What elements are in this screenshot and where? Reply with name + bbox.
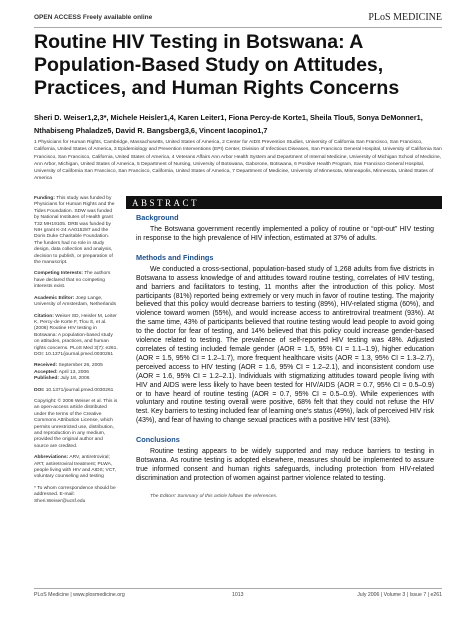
journal-name: PLoS MEDICINE	[368, 12, 442, 23]
header-divider	[34, 27, 442, 28]
methods-heading: Methods and Findings	[136, 252, 214, 262]
abbrev-label: Abbreviations:	[34, 455, 69, 461]
competing-text: The authors have declared that no competing interests exist.	[34, 271, 111, 290]
footer-journal: PLoS Medicine | www.plosmedicine.org	[34, 592, 125, 598]
background-text: The Botswana government recently implemented a policy of routine or “opt-out” HIV testing in response to the high prevalence of HIV infection, estimated at 37% of adults.	[136, 226, 434, 242]
citation-text: Weiser SD, Heisler M, Leiter K, Percy-de Korte F, Tlou S, et al. (2006) Routine HIV testing in Botswana: A population-based study on attitudes, practices, and human rights concerns. PLoS Med 3(7): e261. DOI: 10.1371/journal.pmed.0030261	[34, 313, 118, 357]
accepted-date: April 13, 2006	[58, 369, 89, 375]
funding-text: This study was funded by Physicians for Human Rights and the Tides Foundation. SDW was funded by National Institutes of Health grant T32 MH19105. DRB was funded by NIH grant K-24 AA015287 and the Doris Duke Charitable Foundation. The funders had no role in study design, data collection and analysis, decision to publish, or preparation of the manuscript.	[34, 196, 115, 266]
open-access-text: OPEN ACCESS Freely available online	[34, 14, 153, 21]
funding-label: Funding:	[34, 196, 55, 201]
authors-line-2: Nthabiseng Phaladze5, David R. Bangsberg3,6, Vincent Iacopino1,7	[34, 126, 268, 135]
accepted-label: Accepted:	[34, 369, 58, 375]
open-access-badge	[34, 14, 152, 21]
footer-issue: July 2006 | Volume 3 | Issue 7 | e261	[357, 592, 442, 598]
published-date: July 18, 2006	[60, 376, 90, 382]
conclusions-text: Routine testing appears to be widely supported and may reduce barriers to testing in Botswana. As routine testing is adopted elsewhere, measures should be implemented to assure true informed consent and human rights safeguards, including protection from HIV-related discrimination and protection of women against partner violence related to testing.	[136, 448, 434, 482]
editors-summary-note: The Editors' Summary of this article follows the references.	[150, 493, 278, 499]
editor-label: Academic Editor:	[34, 295, 75, 301]
abstract-section	[126, 196, 442, 499]
received-date: September 26, 2005	[58, 363, 103, 369]
abbrev-text: ARV, antiretroviral; ART, antiretroviral treatment; PLWA, people living with HIV and AIDS; VCT, voluntary counseling and testing	[34, 455, 117, 480]
sidebar-metadata	[34, 196, 118, 510]
copyright-text: Copyright: © 2006 Weiser et al. This is an open-access article distributed under the terms of the Creative Commons Attribution License, which permits unrestricted use, distribution, and reproduction in any medium, provided the original author and source are credited.	[34, 398, 118, 449]
abstract-heading: ABSTRACT	[126, 196, 442, 209]
methods-text: We conducted a cross-sectional, population-based study of 1,268 adults from five districts in Botswana to assess knowledge of and attitudes toward routine testing, correlates of HIV testing, and barriers and facilitators to testing, 11 months after the introduction of this policy. Most participants (81%) reported being extremely or very much in favor of routine testing. The majority believed that this policy would decrease barriers to testing (89%), HIV-related stigma (60%), and violence toward women (55%), and would increase access to antiretroviral treatment (93%). At the same time, 43% of participants believed that routine testing would lead people to avoid going to the doctor for fear of testing, and 14% believed that this policy could increase gender-based violence related to testing. The prevalence of self-reported HIV testing was 48%. Adjusted correlates of testing included female gender (AOR = 1.5, 95% CI = 1.1–1.9), higher education (AOR = 1.5, 95% CI = 1.2–1.7), more frequent healthcare visits (AOR = 1.3, 95% CI = 1.3–2.7), perceived access to HIV testing (AOR = 1.6, 95% CI = 1.2–2.1), and inconsistent condom use (AOR = 1.6, 95% CI = 1.2–2.1). Individuals with stigmatizing attitudes toward people living with HIV and AIDS were less likely to have been tested for HIV/AIDS (AOR = 0.7, 95% CI = 0.5–0.9) or to have heard of routine testing (AOR = 0.7, 95% CI = 0.5–0.9). While experiences with voluntary and routine testing overall were positive, 68% felt that they could not refuse the HIV test. Key barriers to testing included fear of learning one's status (49%), lack of perceived HIV risk (43%), and fear of having to change sexual practices with a positive HIV test (33%).	[136, 265, 434, 425]
citation-label: Citation:	[34, 313, 54, 319]
author-list	[34, 111, 442, 137]
doi-text: 10.1371/journal.pmed.0030261	[45, 387, 114, 393]
top-bar	[34, 14, 442, 26]
article-title: Routine HIV Testing in Botswana: A Population-Based Study on Attitudes, Practices, and Human Rights Concerns	[34, 31, 400, 99]
footer-divider	[34, 588, 442, 589]
conclusions-heading: Conclusions	[136, 435, 180, 445]
doi-label: DOI:	[34, 387, 45, 393]
published-label: Published:	[34, 376, 59, 382]
competing-label: Competing Interests:	[34, 271, 83, 277]
editor-text: Joep Lange, University of Amsterdam, Netherlands	[34, 295, 117, 308]
footer-page-number: 1013	[232, 592, 244, 598]
received-label: Received:	[34, 363, 58, 369]
correspondence-text: * To whom correspondence should be addressed. E-mail: Sheri.Weiser@ucsf.edu	[34, 485, 116, 504]
affiliations: 1 Physicians for Human Rights, Cambridge, Massachusetts, United States of America, 2 Center for AIDS Prevention Studies, University of California San Francisco, San Francisco, California, United States of America, 3 Epidemiology and Prevention Interventions (EPI) Center, Division of Infectious Diseases, San Francisco General Hospital, University of California San Francisco, San Francisco, California, United States of America, 4 Veterans Affairs Ann Arbor Health System and Department of Internal Medicine, University of Michigan School of Medicine, Ann Arbor, Michigan, United States of America, 5 Department of Nursing, University of Botswana, Gaborone, Botswana, 6 Positive Health Program, San Francisco General Hospital, University of California San Francisco, San Francisco, California, United States of America, 7 Department of Medicine, University of Minnesota, Minneapolis, Minnesota, United States of America	[34, 140, 442, 182]
authors-line-1: Sheri D. Weiser1,2,3*, Michele Heisler1,4, Karen Leiter1, Fiona Percy-de Korte1, Sheila Tlou5, Sonya DeMonner1,	[34, 113, 423, 122]
background-heading: Background	[136, 213, 179, 222]
